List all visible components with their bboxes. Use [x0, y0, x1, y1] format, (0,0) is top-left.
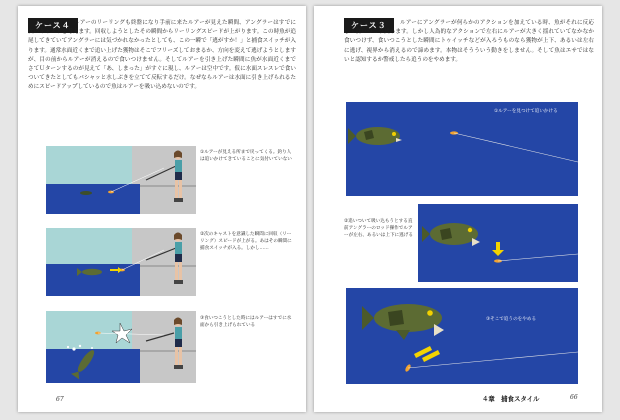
chapter-title: ４章 捕食スタイル — [482, 395, 540, 403]
right-page-number: 66 — [570, 394, 578, 401]
right-caption-3: ③そこで追うのをやめる — [486, 317, 537, 322]
scene-3-illustration — [46, 311, 196, 383]
left-caption-1: ①ルアーが見える所まで戻ってくる。釣り人は追いかけてきていることに気付いていない — [200, 150, 292, 163]
case-badge: ケース４ — [28, 18, 78, 33]
right-body-text: ルアーにアングラーが何らかのアクションを加えている時、魚がそれに反応して食いつこう試みます。しかし人為的なアクションで左右にルアーが大きく揺れていてなかなか食いつけず、食いつこうとした瞬間にトゥイッチなどが入ろうものなら獲物が上下、あるいは左右に逃げ、視界から消えるので諦めます。本物はそうういう動きをしません。そして魚はエサではないと認知するか警戒したら追うのをやめます。 — [344, 20, 594, 63]
left-page — [18, 6, 306, 412]
scene-r2-illustration — [418, 204, 578, 282]
case-badge: ケース３ — [344, 18, 394, 33]
left-body-text: ルアーのリーリングも終盤になり手前に来たルアーが見えた瞬間、アングラーはすでに次のキャストを考えます。回収しようとしたその瞬間からリーリングスピードが上がります。この時魚が追尾してきていてアングラーには気づかれなかったとしても、この一瞬で「逃がすか！」と捕食スイッチが入ります。通常水面近くまで追い上げた獲物はそこでフリーズしておまるか、方向を変えて逃げようとしますが、目の前からルアーが消えるので食いつけません。そしてルアーを引き上げた瞬間に魚が水面近くまでさてＵターンするのが見えて「あ、しまった」がすぐに現し、ルアーは空中です。仮に水面スレスレで食いついてきたとしてもバシャッと水しぶきを立てて反転するだけ。なぜならルアーは水面に引き上げられるためにスピードアップしているので魚はルアーを吸い込めないのです。 — [28, 20, 296, 91]
scene-1-illustration — [46, 146, 196, 214]
left-page-number: 67 — [56, 396, 64, 403]
right-caption-2: ②追いついて吸い込もうとする直前アングラーのロッド操作でルアーが左右、あるいは上下に逃げる — [344, 219, 413, 239]
right-page — [314, 6, 602, 412]
right-caption-1: ①ルアーを見つけて追いかける — [494, 109, 558, 114]
left-caption-2: ②次のキャストを意識した瞬間に回収（リーリング）スピードが上がる。あはその瞬間に捕食スイッチが入る。しかし…… — [200, 232, 292, 252]
scene-r3-illustration — [346, 288, 578, 384]
scene-2-illustration — [46, 228, 196, 296]
left-caption-3: ③食いつこうとした時にはルアーはすでに水面から引き上げられている — [200, 316, 292, 329]
scene-r1-illustration — [346, 102, 578, 196]
